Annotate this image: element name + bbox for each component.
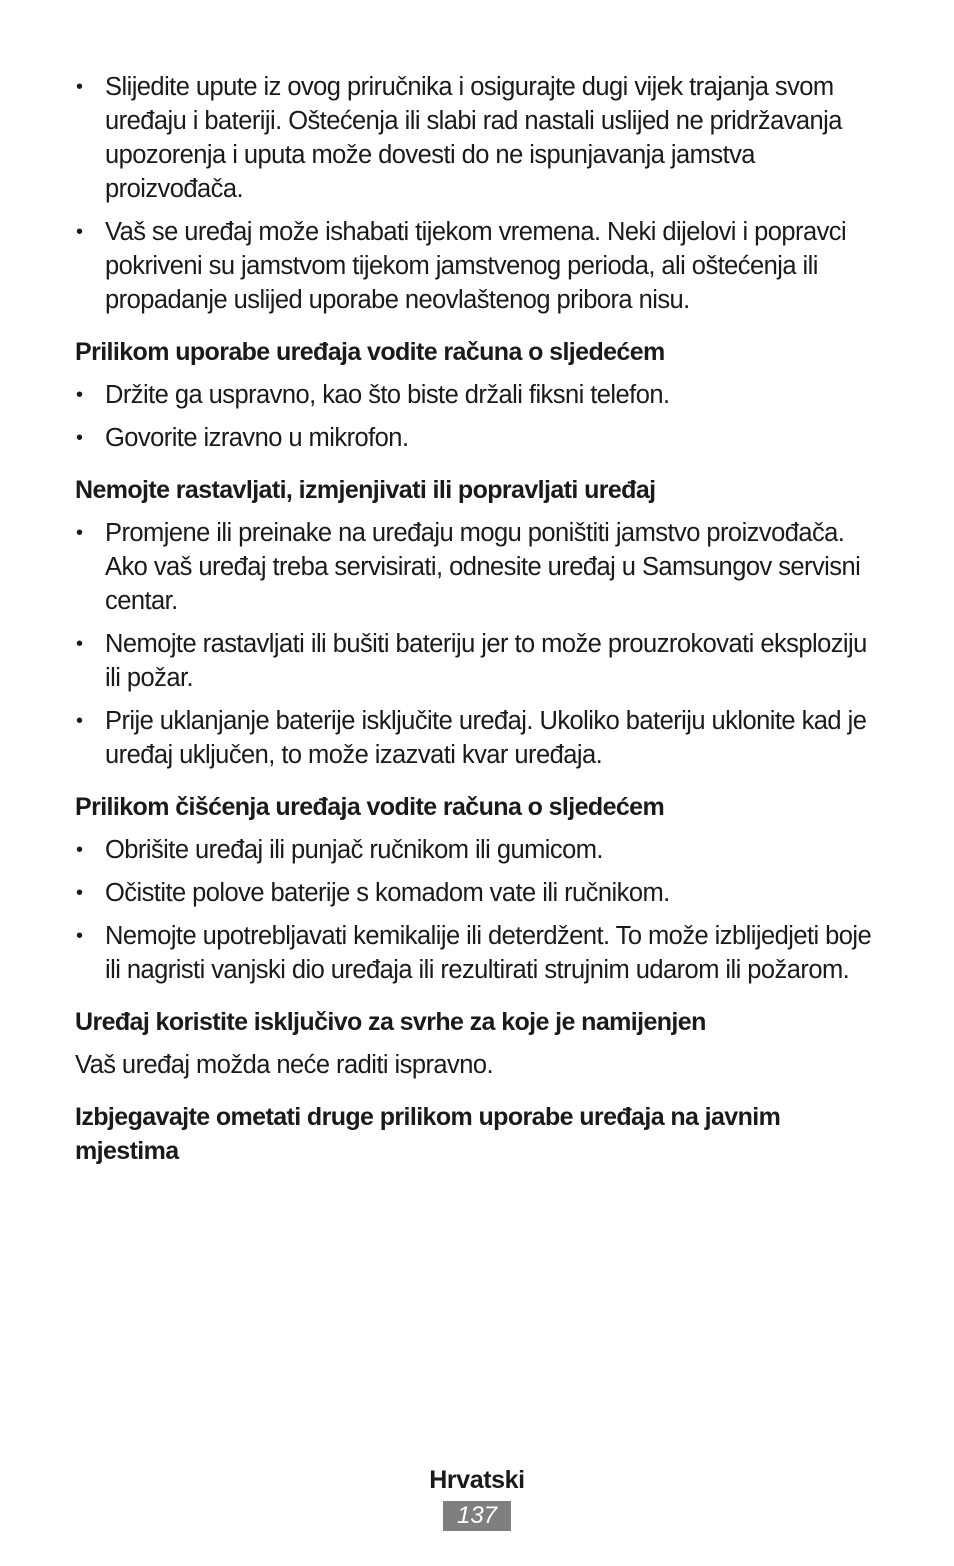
bullet-icon: • (76, 427, 83, 449)
list-item (75, 704, 875, 772)
section-heading-cleaning: Prilikom čišćenja uređaja vodite računa o sljedećem (75, 793, 665, 821)
bullet-text: Očistite polove baterije s komadom vate ili ručnikom. (105, 879, 670, 907)
list-item (75, 70, 875, 206)
list-item (75, 215, 875, 317)
bullet-text: Prije uklanjanje baterije isključite uređaj. Ukoliko bateriju uklonite kad je uređaj uključen, to može izazvati kvar uređaja. (105, 707, 867, 769)
list-item (75, 378, 875, 412)
bullet-icon: • (76, 710, 83, 732)
bullet-text: Nemojte rastavljati ili bušiti bateriju jer to može prouzrokovati eksploziju ili požar. (105, 630, 867, 692)
cleaning-bullet-list (75, 833, 875, 987)
usage-bullet-list (75, 378, 875, 455)
bullet-icon: • (76, 633, 83, 655)
bullet-icon: • (76, 384, 83, 406)
intended-use-paragraph: Vaš uređaj možda neće raditi ispravno. (75, 1051, 494, 1079)
page-number-badge: 137 (443, 1501, 511, 1531)
list-item (75, 516, 875, 618)
page-content (75, 70, 875, 1177)
intro-bullet-list (75, 70, 875, 317)
list-item (75, 627, 875, 695)
list-item (75, 876, 875, 910)
bullet-text: Govorite izravno u mikrofon. (105, 424, 409, 452)
bullet-icon: • (76, 221, 83, 243)
section-heading-intended-use: Uređaj koristite isključivo za svrhe za koje je namijenjen (75, 1008, 706, 1036)
bullet-icon: • (76, 839, 83, 861)
section-heading-public-places: Izbjegavajte ometati druge prilikom uporabe uređaja na javnim mjestima (75, 1103, 781, 1165)
bullet-text: Vaš se uređaj može ishabati tijekom vremena. Neki dijelovi i popravci pokriveni su jamstvom tijekom jamstvenog perioda, ali oštećenja ili propadanje uslijed uporabe neovlaštenog pribora nisu. (105, 218, 847, 314)
section-heading-disassembly: Nemojte rastavljati, izmjenjivati ili popravljati uređaj (75, 476, 656, 504)
section-heading-usage: Prilikom uporabe uređaja vodite računa o sljedećem (75, 338, 665, 366)
bullet-text: Promjene ili preinake na uređaju mogu poništiti jamstvo proizvođača. Ako vaš uređaj treba servisirati, odnesite uređaj u Samsungov servisni centar. (105, 519, 861, 615)
bullet-icon: • (76, 882, 83, 904)
bullet-text: Obrišite uređaj ili punjač ručnikom ili gumicom. (105, 836, 603, 864)
bullet-text: Držite ga uspravno, kao što biste držali fiksni telefon. (105, 381, 670, 409)
list-item (75, 833, 875, 867)
bullet-icon: • (76, 76, 83, 98)
bullet-text: Nemojte upotrebljavati kemikalije ili deterdžent. To može izblijedjeti boje ili nagristi vanjski dio uređaja ili rezultirati strujnim udarom ili požarom. (105, 922, 872, 984)
bullet-icon: • (76, 522, 83, 544)
disassembly-bullet-list (75, 516, 875, 772)
bullet-text: Slijedite upute iz ovog priručnika i osigurajte dugi vijek trajanja svom uređaju i bateriji. Oštećenja ili slabi rad nastali uslijed ne pridržavanja upozorenja i uputa može dovesti do ne ispunjavanja jamstva proizvođača. (105, 73, 842, 203)
list-item (75, 421, 875, 455)
list-item (75, 919, 875, 987)
footer-language: Hrvatski (429, 1466, 525, 1494)
page-footer (0, 1463, 954, 1531)
bullet-icon: • (76, 925, 83, 947)
